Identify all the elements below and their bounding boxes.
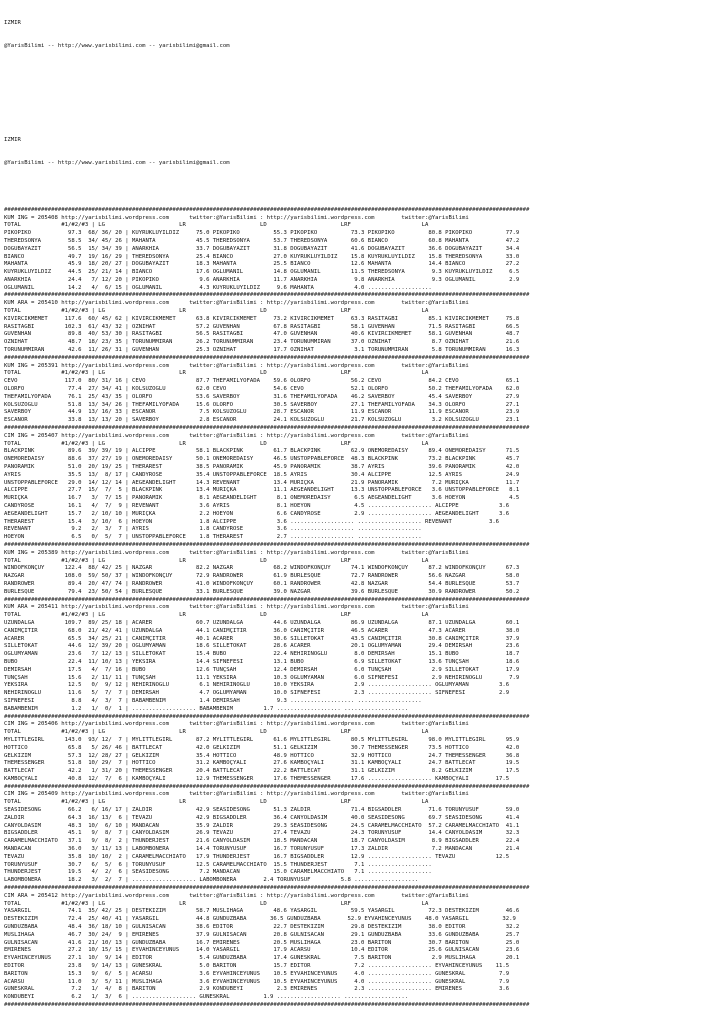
race-header: KUM ING = 205389 http://yarisbilimi.wordpress.com twitter:@YarisBilimi : http://yarisbilimi.wordpress.com twitter:@YarisBilimi: [4, 549, 469, 556]
race-row: CARAMELMACCHIATO 37.1 9/ 8/ 2 | THUNDERJEST 21.6 CANYOLDASIM 18.5 MANDACAN 18.7 CANYOLDASIM 8.9 BIGSADDLER 22.4: [4, 838, 520, 845]
race-row: ONEMOREDAISY 88.6 37/ 27/ 19 | ONEMOREDAISY 50.1 ONEMOREDAISY 46.5 UNSTOPPABLEFORCE 48.3 BLACKPINK 73.2 BLACKPINK 45.7: [4, 456, 520, 463]
race-header: CIM ING = 205406 http://yarisbilimi.wordpress.com twitter:@YarisBilimi : http://yarisbilimi.wordpress.com twitter:@YarisBilimi: [4, 721, 469, 728]
race-row: RANDROWER 89.4 20/ 47/ 74 | RANDROWER 41.0 WINDOFKONÇUY 60.1 RANDROWER 42.8 NAZGAR 54.4 BURLESQUE 53.7: [4, 580, 520, 587]
race-row: AYRIS 35.5 13/ 8/ 17 | CANDYROSE 35.4 UNSTOPPABLEFORCE 18.5 AYRIS 30.4 ALCIPPE 12.5 AYRIS 24.9: [4, 471, 520, 478]
race-row: THUNDERJEST 19.5 4/ 2/ 6 | SEASIDESONG 7.2 MANDACAN 15.0 CARAMELMACCHIATO 7.1 ...................: [4, 869, 432, 876]
race-row: HOTTICO 65.8 5/ 26/ 46 | BATTLECAT 42.0 GELKIZIM 51.1 GELKIZIM 30.7 THEMESSENGER 73.5 HOTTICO 42.0: [4, 744, 520, 751]
separator-line: ############################################################################################################################################################: [4, 206, 530, 213]
race-row: GÜVENHAN 89.8 40/ 53/ 30 | RASITAGBI 56.5 RASITAGBI 47.0 GÜVENHAN 40.6 KIVIRCIKMEMET 58.1 GÜVENHAN 48.7: [4, 331, 520, 338]
contact-line: @YarisBilimi -- http://www.yarisbilimi.com -- yarisbilimi@gmail.com: [4, 42, 230, 49]
text-document: [4, 4, 704, 1018]
race-block: [4, 215, 704, 293]
race-row: REVENANT 9.2 2/ 3/ 7 | AYRIS 1.8 CANDYROSE 3.6 ................... ...................: [4, 526, 422, 533]
city-line: IZMIR: [4, 136, 21, 143]
race-row: SEASIDESONG 66.2 6/ 16/ 17 | ZALDIR 42.9 SEASIDESONG 51.3 ZALDIR 71.4 BIGSADDLER 71.6 TORUNYUSUF 59.0: [4, 807, 520, 814]
race-row: TORUNUMMIRAN 42.6 11/ 26/ 31 | GÜVENHAN 25.3 ÖZNIHAT 17.7 ÖZNIHAT 3.1 TORUNUMMIRAN 5.8 TORUNUMMIRAN 16.3: [4, 347, 520, 354]
race-row: RASITAGBI 102.3 61/ 43/ 32 | ÖZNIHAT 57.2 GÜVENHAN 67.8 RASITAGBI 58.1 GÜVENHAN 71.5 RASITAGBI 66.5: [4, 323, 520, 330]
race-row: GÜLNISACAN 41.6 21/ 10/ 13 | GÜNDÜZBABA 16.7 EMIRENES 20.5 MUSLIHAGA 23.0 BARITON 30.7 BARITON 25.0: [4, 939, 520, 946]
race-block: [4, 721, 704, 783]
race-row: TUNÇSAH 15.6 2/ 11/ 11 | TUNÇSAH 11.1 YEKSIRA 10.3 OGLUMYAMAN 6.0 SIFNEFESI 2.9 NEHIRINOGLU 7.9: [4, 674, 520, 681]
race-row: KOLSUZOGLU 51.8 13/ 34/ 26 | THEFAMILYOFADA 15.6 OLORFO 30.5 SAVERBOY 27.1 THEFAMILYOFADA 34.3 OLORFO 27.1: [4, 401, 520, 408]
race-row: ESCANOR 33.8 13/ 13/ 20 | SAVERBOY 2.8 ESCANOR 24.1 KOLSUZOGLU 21.7 KOLSUZOGLU 3.2 KOLSUZOGLU 23.1: [4, 417, 520, 424]
race-row: MANDACAN 36.0 3/ 11/ 13 | LABOMBONERA 14.4 TORUNYUSUF 16.7 TORUNYUSUF 17.3 ZALDIR 7.2 MANDACAN 21.4: [4, 846, 520, 853]
race-row: UZUNDALGA 109.7 89/ 25/ 18 | ACARER 60.7 UZUNDALGA 44.6 UZUNDALGA 86.9 UZUNDALGA 87.1 UZUNDALGA 60.1: [4, 619, 520, 626]
separator-line: ############################################################################################################################################################: [4, 783, 530, 790]
race-header: KUM ING = 205408 http://yarisbilimi.wordpress.com twitter:@YarisBilimi : http://yarisbilimi.wordpress.com twitter:@YarisBilimi: [4, 214, 469, 221]
race-row: BIGSADDLER 45.1 9/ 8/ 7 | CANYOLDASIM 26.9 TEVAZU 27.4 TEVAZU 24.3 TORUNYUSUF 14.4 CANYOLDASIM 32.3: [4, 830, 520, 837]
race-row: PIKOPIKO 97.3 68/ 36/ 20 | KUYRUKLUYILDIZ 75.0 PIKOPIKO 55.3 PIKOPIKO 73.3 PIKOPIKO 80.8 PIKOPIKO 77.9: [4, 230, 520, 237]
contact-line: @YarisBilimi -- http://www.yarisbilimi.com -- yarisbilimi@gmail.com: [4, 159, 230, 166]
race-row: DESTEKIZIM 72.4 25/ 40/ 41 | YASARGIL 44.8 GÜNDÜZBABA 36.5 GÜNDÜZBABA 52.9 EYVAHINCEYUNUS 48.0 YASARGIL 32.9: [4, 916, 516, 923]
race-row: ALCIPPE 27.7 15/ 7/ 5 | BLACKPINK 13.4 MURIÇKA 11.1 AEGEANDELIGHT 13.3 UNSTOPPABLEFORCE 3.6 UNSTOPPABLEFORCE 8.1: [4, 487, 520, 494]
race-row: GÜNDÜZBABA 48.4 36/ 18/ 10 | GÜLNISACAN 38.6 EDITÖR 22.7 DESTEKIZIM 29.8 DESTEKIZIM 38.0 EDITÖR 32.2: [4, 924, 520, 931]
race-row: YASARGIL 74.1 35/ 42/ 25 | DESTEKIZIM 58.7 MUSLIHAGA 48.6 YASARGIL 59.5 YASARGIL 72.3 DESTEKIZIM 46.6: [4, 908, 520, 915]
blank-line: [4, 183, 704, 191]
race-header: CIM ING = 205409 http://yarisbilimi.wordpress.com twitter:@YarisBilimi : http://yarisbilimi.wordpress.com twitter:@YarisBilimi: [4, 791, 469, 798]
separator-line: ############################################################################################################################################################: [4, 885, 530, 892]
race-row: BARITON 15.3 9/ 6/ 5 | ACARSU 3.6 EYVAHINCEYUNUS 10.5 EYVAHINCEYUNUS 4.0 ................... GÜNESKRAL 7.9: [4, 970, 510, 977]
race-row: BIANCO 49.7 19/ 16/ 29 | THEREDSONYA 25.4 BIANCO 27.0 KUYRUKLUYILDIZ 15.8 KUYRUKLUYILDIZ 15.8 THEREDSONYA 33.0: [4, 253, 520, 260]
column-header: TOTAL #1/#2/#3 | LG LR LD LRF LA: [4, 729, 429, 736]
race-row: THEMESSENGER 51.8 10/ 29/ 7 | HOTTICO 31.2 KAMBOÇYALI 27.6 KAMBOÇYALI 31.1 KAMBOÇYALI 24.7 BATTLECAT 19.5: [4, 760, 520, 767]
separator-line: ############################################################################################################################################################: [4, 596, 530, 603]
race-row: OGLUMANIL 14.2 4/ 6/ 15 | OGLUMANIL 4.3 KUYRUKLUYILDIZ 9.6 MAHANTA 4.0 ...................: [4, 284, 432, 291]
race-row: UNSTOPPABLEFORCE 29.0 14/ 12/ 14 | AEGEANDELIGHT 14.3 REVENANT 13.4 MURIÇKA 21.9 PANORAMIK 7.2 MURIÇKA 11.7: [4, 479, 520, 486]
race-header: KUM ING = 205391 http://yarisbilimi.wordpress.com twitter:@YarisBilimi : http://yarisbilimi.wordpress.com twitter:@YarisBilimi: [4, 362, 469, 369]
column-header: TOTAL #1/#2/#3 | LG LR LD LRF LA: [4, 900, 429, 907]
race-header: CIM ING = 205407 http://yarisbilimi.wordpress.com twitter:@YarisBilimi : http://yarisbilimi.wordpress.com twitter:@YarisBilimi: [4, 432, 469, 439]
column-header: TOTAL #1/#2/#3 | LG LR LD LRF LA: [4, 799, 429, 806]
race-blocks: [4, 207, 704, 1010]
race-row: ZALDIR 64.3 16/ 13/ 6 | TEVAZU 42.9 BIGSADDLER 36.4 CANYOLDASIM 40.0 SEASIDESONG 69.7 SEASIDESONG 41.4: [4, 814, 520, 821]
race-row: NEHIRINOGLU 11.6 5/ 7/ 7 | DEMIRSAH 4.7 OGLUMYAMAN 10.0 SIFNEFESI 2.3 ................... SIFNEFESI 2.9: [4, 690, 510, 697]
race-block: [4, 433, 704, 542]
race-row: KUYRUKLUYILDIZ 44.5 25/ 21/ 14 | BIANCO 17.6 OGLUMANIL 14.8 OGLUMANIL 11.5 THEREDSONYA 9.3 KUYRUKLUYILDIZ 6.5: [4, 269, 520, 276]
race-row: THEFAMILYOFADA 76.1 25/ 43/ 35 | OLORFO 53.6 SAVERBOY 31.6 THEFAMILYOFADA 46.2 SAVERBOY 45.4 SAVERBOY 27.9: [4, 393, 520, 400]
race-row: GÜNESKRAL 7.2 1/ 4/ 8 | BARITON 2.9 KONDUBEYI 2.3 EMIRENES 2.3 ................... EMIRENES 3.6: [4, 986, 510, 993]
race-row: ÖZNIHAT 48.7 18/ 23/ 35 | TORUNUMMIRAN 26.2 TORUNUMMIRAN 23.4 TORUNUMMIRAN 37.0 ÖZNIHAT 8.7 ÖZNIHAT 21.6: [4, 339, 520, 346]
race-row: BLACKPINK 89.6 39/ 39/ 19 | ALCIPPE 58.1 BLACKPINK 61.7 BLACKPINK 62.9 ONEMOREDAISY 89.4 ONEMOREDAISY 71.5: [4, 448, 520, 455]
race-row: WINDOFKONÇUY 122.4 88/ 42/ 25 | NAZGAR 82.2 NAZGAR 68.2 WINDOFKONÇUY 74.1 WINDOFKONÇUY 87.2 WINDOFKONÇUY 67.3: [4, 565, 520, 572]
race-row: TEVAZU 35.8 10/ 10/ 2 | CARAMELMACCHIATO 17.9 THUNDERJEST 16.7 BIGSADDLER 12.9 ................... TEVAZU 12.5: [4, 853, 510, 860]
blank-line: [4, 90, 704, 98]
race-row: OLORFO 77.4 27/ 34/ 41 | KOLSUZOGLU 62.0 CEVO 54.6 CEVO 52.1 OLORFO 50.2 THEFAMILYOFADA 62.0: [4, 386, 520, 393]
race-header: KUM ARA = 205411 http://yarisbilimi.wordpress.com twitter:@YarisBilimi : http://yarisbilimi.wordpress.com twitter:@YarisBilimi: [4, 604, 469, 611]
race-row: KONDUBEYI 6.2 1/ 3/ 6 | ................... GÜNESKRAL 1.9 ................... ...................: [4, 994, 409, 1001]
column-header: TOTAL #1/#2/#3 | LG LR LD LRF LA: [4, 612, 429, 619]
race-header: KUM ARA = 205410 http://yarisbilimi.wordpress.com twitter:@YarisBilimi : http://yarisbilimi.wordpress.com twitter:@YarisBilimi: [4, 300, 469, 307]
race-row: CEVO 117.0 80/ 31/ 16 | CEVO 87.7 THEFAMILYOFADA 59.6 OLORFO 56.2 CEVO 84.2 CEVO 65.1: [4, 378, 520, 385]
race-row: MYLITTLEGIRL 143.0 93/ 12/ 7 | MYLITTLEGIRL 87.2 MYLITTLEGIRL 61.6 MYLITTLEGIRL 80.5 MYLITTLEGIRL 98.0 MYLITTLEGIRL 95.9: [4, 736, 520, 743]
race-row: CANYOLDASIM 48.3 10/ 6/ 10 | MANDACAN 35.9 ZALDIR 29.3 SEASIDESONG 24.5 CARAMELMACCHIATO 57.2 CARAMELMACCHIATO 41.1: [4, 822, 520, 829]
race-row: DOGUBAYAZIT 56.5 15/ 34/ 39 | ANARKHIA 33.7 DOGUBAYAZIT 31.8 DOGUBAYAZIT 41.6 DOGUBAYAZIT 36.6 DOGUBAYAZIT 34.4: [4, 245, 520, 252]
separator-line: ############################################################################################################################################################: [4, 1002, 530, 1008]
race-row: BATTLECAT 42.2 1/ 31/ 20 | THEMESSENGER 20.4 BATTLECAT 22.2 BATTLECAT 31.1 GELKIZIM 8.2 GELKIZIM 17.5: [4, 768, 520, 775]
race-row: AEGEANDELIGHT 15.7 2/ 10/ 10 | MURIÇKA 2.2 HOEYON 6.6 CANDYROSE 2.9 ................... AEGEANDELIGHT 3.6: [4, 510, 510, 517]
race-row: YEKSIRA 12.5 0/ 9/ 12 | NEHIRINOGLU 6.1 NEHIRINOGLU 10.0 YEKSIRA 2.9 ................... OGLUMYAMAN 3.6: [4, 682, 510, 689]
race-header: CIM ARA = 205412 http://yarisbilimi.wordpress.com twitter:@YarisBilimi : http://yarisbilimi.wordpress.com twitter:@YarisBilimi: [4, 892, 469, 899]
blank-line: [4, 113, 704, 121]
race-row: CANDYROSE 16.1 4/ 7/ 9 | REVENANT 3.6 AYRIS 8.1 HOEYON 4.5 ................... ALCIPPE 3.6: [4, 503, 510, 509]
race-row: MAHANTA 45.9 18/ 20/ 27 | DOGUBAYAZIT 18.3 MAHANTA 25.5 BIANCO 12.6 MAHANTA 14.4 BIANCO 27.2: [4, 261, 520, 268]
race-row: ANARKHIA 24.4 7/ 12/ 20 | PIKOPIKO 9.6 ANARKHIA 11.7 ANARKHIA 9.8 ANARKHIA 9.3 OGLUMANIL 2.9: [4, 276, 520, 283]
column-header: TOTAL #1/#2/#3 | LG LR LD LRF LA: [4, 222, 429, 229]
race-block: [4, 300, 704, 355]
race-block: [4, 550, 704, 597]
race-row: EDITÖR 23.8 9/ 14/ 13 | GÜNESKRAL 5.0 BARITON 15.7 EDITÖR 7.2 ................... EYVAHINCEYUNUS 11.5: [4, 963, 510, 970]
race-row: KIVIRCIKMEMET 117.6 60/ 45/ 62 | KIVIRCIKMEMET 63.8 KIVIRCIKMEMET 73.2 KIVIRCIKMEMET 63.3 RASITAGBI 85.1 KIVIRCIKMEMET 75.8: [4, 315, 520, 322]
race-row: GELKIZIM 57.3 12/ 28/ 27 | GELKIZIM 35.4 HOTTICO 48.9 HOTTICO 32.9 HOTTICO 24.7 THEMESSENGER 36.8: [4, 752, 520, 759]
blank-line: [4, 66, 704, 74]
race-block: [4, 604, 704, 713]
race-row: ACARSU 11.0 3/ 5/ 11 | MUSLIHAGA 3.6 EYVAHINCEYUNUS 10.5 EYVAHINCEYUNUS 4.0 ................... GÜNESKRAL 7.9: [4, 978, 510, 985]
race-row: SIFNEFESI 8.8 4/ 3/ 7 | BABAMBENIM 1.4 DEMIRSAH 9.3 ................... ...................: [4, 697, 422, 704]
race-row: HOEYON 6.5 0/ 5/ 7 | UNSTOPPABLEFORCE 1.8 THERAREST 2.7 ................... ...................: [4, 534, 422, 541]
separator-line: ############################################################################################################################################################: [4, 292, 530, 299]
column-header: TOTAL #1/#2/#3 | LG LR LD LRF LA: [4, 440, 429, 447]
race-row: TORUNYUSUF 30.7 6/ 5/ 6 | TORUNYUSUF 12.5 CARAMELMACCHIATO 15.5 THUNDERJEST 7.1 ...................: [4, 861, 432, 868]
race-block: [4, 893, 704, 1002]
race-row: MUSLIHAGA 46.7 30/ 24/ 9 | EMIRENES 37.9 GÜLNISACAN 20.8 GÜLNISACAN 29.1 GÜNDÜZBABA 33.6 GÜNDÜZBABA 25.7: [4, 931, 520, 938]
separator-line: ############################################################################################################################################################: [4, 354, 530, 361]
race-row: MURIÇKA 16.7 3/ 7/ 15 | PANORAMIK 8.1 AEGEANDELIGHT 8.1 ONEMOREDAISY 6.5 AEGEANDELIGHT 3.6 HOEYON 4.5: [4, 495, 520, 502]
race-block: [4, 363, 704, 425]
race-row: PANORAMIK 51.0 20/ 19/ 25 | THERAREST 38.5 PANORAMIK 45.9 PANORAMIK 38.7 AYRIS 39.6 PANORAMIK 42.0: [4, 464, 520, 471]
race-row: LABOMBONERA 18.2 3/ 2/ 7 | ................... LABOMBONERA 2.4 TORUNYUSUF 5.8 ...................: [4, 877, 419, 884]
race-row: EMIRENES 27.2 10/ 15/ 15 | EYVAHINCEYUNUS 14.0 YASARGIL 17.9 ACARSU 10.4 EDITÖR 25.6 GÜLNISACAN 23.6: [4, 947, 520, 954]
race-row: EYVAHINCEYUNUS 27.1 10/ 9/ 14 | EDITÖR 5.4 GÜNDÜZBABA 17.4 GÜNESKRAL 7.5 BARITON 2.9 MUSLIHAGA 20.1: [4, 955, 520, 962]
race-row: THERAREST 15.4 3/ 10/ 6 | HOEYON 1.8 ALCIPPE 3.6 ................... ................... REVENANT 3.6: [4, 518, 500, 525]
race-row: OGLUMYAMAN 23.6 7/ 12/ 13 | SILLETOKAT 15.4 BUBO 22.4 NEHIRINOGLU 8.0 DEMIRSAH 15.1 BUBO 18.7: [4, 651, 520, 658]
column-header: TOTAL #1/#2/#3 | LG LR LD LRF LA: [4, 557, 429, 564]
race-row: BURLESQUE 79.4 23/ 50/ 54 | BURLESQUE 33.1 BURLESQUE 39.0 NAZGAR 39.6 BURLESQUE 30.9 RANDROWER 50.2: [4, 588, 520, 595]
race-row: THEREDSONYA 58.5 34/ 45/ 26 | MAHANTA 45.5 THEREDSONYA 53.7 THEREDSONYA 60.6 BIANCO 60.8 MAHANTA 47.2: [4, 237, 520, 244]
race-row: BABAMBENIM 1.2 1/ 0/ 1 | ................... BABAMBENIM 1.7 ................... ...................: [4, 705, 409, 712]
race-block: [4, 791, 704, 885]
race-row: CANIMÇITIR 68.0 21/ 42/ 41 | UZUNDALGA 44.1 CANIMÇITIR 36.0 CANIMÇITIR 46.5 ACARER 47.3 ACARER 38.0: [4, 627, 520, 634]
separator-line: ############################################################################################################################################################: [4, 425, 530, 432]
separator-line: ############################################################################################################################################################: [4, 541, 530, 548]
race-row: NAZGAR 108.0 59/ 50/ 37 | WINDOFKONÇUY 72.9 RANDROWER 61.9 BURLESQUE 72.7 RANDROWER 56.6 NAZGAR 58.0: [4, 573, 520, 580]
column-header: TOTAL #1/#2/#3 | LG LR LD LRF LA: [4, 370, 429, 377]
race-row: SAVERBOY 44.9 13/ 16/ 33 | ESCANOR 7.5 KOLSUZOGLU 28.7 ESCANOR 11.9 ESCANOR 11.9 ESCANOR 23.9: [4, 409, 520, 416]
race-row: KAMBOÇYALI 40.8 12/ 7/ 6 | KAMBOÇYALI 12.9 THEMESSENGER 17.6 THEMESSENGER 17.6 ................... KAMBOÇYALI 17.5: [4, 775, 510, 782]
city-line: IZMIR: [4, 19, 21, 26]
column-header: TOTAL #1/#2/#3 | LG LR LD LRF LA: [4, 308, 429, 315]
race-row: BUBO 22.4 11/ 10/ 13 | YEKSIRA 14.4 SIFNEFESI 13.1 BUBO 6.9 SILLETOKAT 13.6 TUNÇSAH 18.6: [4, 658, 520, 665]
race-row: DEMIRSAH 17.5 4/ 7/ 16 | BUBO 12.6 TUNÇSAH 12.4 DEMIRSAH 6.0 TUNÇSAH 2.9 SILLETOKAT 17.9: [4, 666, 520, 673]
race-row: ACARER 65.5 34/ 25/ 21 | CANIMÇITIR 40.1 ACARER 30.6 SILLETOKAT 43.5 CANIMÇITIR 30.8 CANIMÇITIR 37.9: [4, 635, 520, 642]
separator-line: ############################################################################################################################################################: [4, 713, 530, 720]
race-row: SILLETOKAT 44.6 12/ 39/ 20 | OGLUMYAMAN 18.6 SILLETOKAT 28.6 ACARER 20.1 OGLUMYAMAN 29.4 DEMIRSAH 23.6: [4, 643, 520, 650]
